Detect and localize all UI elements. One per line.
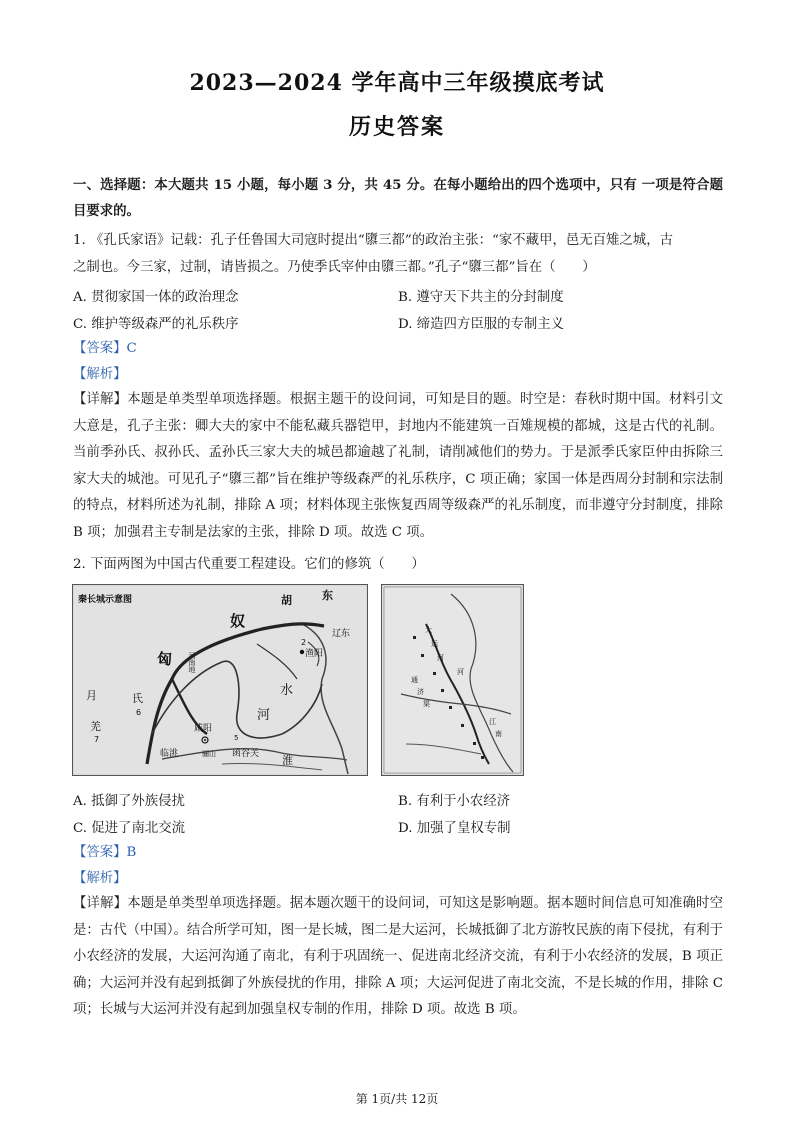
section-heading: 一、选择题：本大题共 15 小题，每小题 3 分，共 45 分。在每小题给出的四个选项中，只有 一项是符合题目要求的。 [73, 177, 723, 219]
map2-label-1: 大 [425, 626, 432, 634]
q2-option-c: C. 促进了南北交流 [73, 821, 186, 836]
exam-subtitle: 历史答案 [348, 114, 445, 140]
map1-label-shi: 氏 [132, 692, 143, 705]
map1-label-qiang: 羌 [90, 720, 101, 733]
map1-label-n2: 2 [301, 638, 307, 647]
q2-option-b: B. 有利于小农经济 [398, 794, 511, 809]
map1-label-nu: 奴 [230, 612, 246, 630]
map1-label-henan: 河南地 [188, 652, 196, 673]
q1-option-b: B. 遵守天下共主的分封制度 [398, 290, 564, 305]
q1-stem-line1: 1. 《孔氏家语》记载：孔子任鲁国大司寇时提出“隳三都”的政治主张：“家不藏甲，邑无百雉之城，古 [73, 233, 673, 248]
map1-title: 秦长城示意图 [78, 595, 133, 605]
q2-option-a: A. 抵御了外族侵扰 [73, 794, 185, 809]
map2-label-8: 南 [495, 730, 502, 738]
q1-option-c: C. 维护等级森严的礼乐秩序 [73, 317, 239, 332]
q1-analysis-label: 【解析】 [73, 367, 127, 382]
map2-label-7: 江 [489, 718, 496, 726]
map1-label-huai: 淮 [282, 754, 293, 767]
map2-label-9: 河 [457, 668, 464, 676]
q1-stem-line2: 之制也。今三家，过制，请皆损之。乃使季氏宰仲由隳三都。”孔子“隳三都”旨在（ ） [73, 260, 596, 275]
map1-label-yuyang: 渔阳 [305, 649, 324, 659]
q2-option-d: D. 加强了皇权专制 [398, 821, 511, 836]
q1-option-a: A. 贯彻家国一体的政治理念 [73, 290, 239, 305]
map2-label-3: 河 [437, 654, 444, 662]
map2-label-5: 济 [417, 688, 424, 696]
map1-label-dong: 东 [322, 589, 333, 602]
q2-answer: 【答案】B [73, 845, 137, 860]
q2-stem: 2. 下面两图为中国古代重要工程建设。它们的修筑（ ） [73, 557, 425, 572]
map1-label-shui: 水 [280, 683, 294, 698]
map1-label-lintao: 临洮 [160, 749, 179, 759]
grand-canal-map [381, 584, 524, 776]
map2-label-2: 运 [431, 640, 438, 648]
exam-title: 2023—2024 学年高中三年级摸底考试 [189, 70, 605, 96]
q1-option-d: D. 缔造四方臣服的专制主义 [398, 317, 565, 332]
map1-label-hangu: 函谷关 [232, 749, 260, 759]
map1-label-xiong: 匈 [157, 650, 173, 668]
page-footer: 第 1页/共 12页 [355, 1092, 439, 1106]
map1-label-xianyang: 咸阳 [194, 724, 213, 734]
map1-label-yue: 月 [86, 689, 97, 702]
map1-label-he: 河 [257, 708, 271, 723]
map1-label-n7: 7 [94, 735, 100, 744]
q2-detail: 【详解】本题是单类型单项选择题。据本题次题干的设问词，可知这是影响题。据本题时间信息可知准确时空是：古代（中国）。结合所学可知，图一是长城，图二是大运河，长城抵御了北方游牧民族的南下侵扰，有利于小农经济的发展，大运河沟通了南北，有利于巩固统一、促进南北经济交流，有利于小农经济的发展，B 项正确；大运河并没有起到抵御了外族侵扰的作用，排除 A 项；大运河促进了南北交流，不是长城的作用，排除 C 项；长城与大运河并没有起到加强皇权专制的作用，排除 D 项。故选 B 项。 [73, 896, 723, 1017]
map1-label-n5: 5 [234, 734, 239, 742]
map1-label-hu: 胡 [281, 594, 292, 607]
q1-detail: 【详解】本题是单类型单项选择题。根据主题干的设问词，可知是目的题。时空是：春秋时期中国。材料引文大意是，孔子主张：卿大夫的家中不能私藏兵器铠甲，封地内不能建筑一百雉规模的都城，这是古代的礼制。当前季孙氏、叔孙氏、孟孙氏三家大夫的城邑都逾越了礼制，请削减他们的势力。于是派季氏家臣仲由拆除三家大夫的城池。可见孔子“隳三都”旨在维护等级森严的礼乐秩序，C 项正确；家国一体是西周分封制和宗法制的特点，材料所述为礼制，排除 A 项；材料体现主张恢复西周等级森严的礼乐制度，而非遵守分封制度，排除 B 项；加强君主专制是法家的主张，排除 D 项。故选 C 项。 [73, 392, 723, 540]
map1-label-liaodong: 辽东 [332, 629, 351, 639]
map2-label-4: 通 [411, 676, 418, 684]
q1-answer: 【答案】C [73, 341, 137, 356]
map1-label-lishan: 骊山 [202, 750, 216, 758]
map1-label-n6: 6 [136, 708, 142, 717]
q2-analysis-label: 【解析】 [73, 871, 127, 886]
qin-great-wall-map [72, 584, 368, 776]
map2-label-6: 渠 [423, 700, 430, 708]
